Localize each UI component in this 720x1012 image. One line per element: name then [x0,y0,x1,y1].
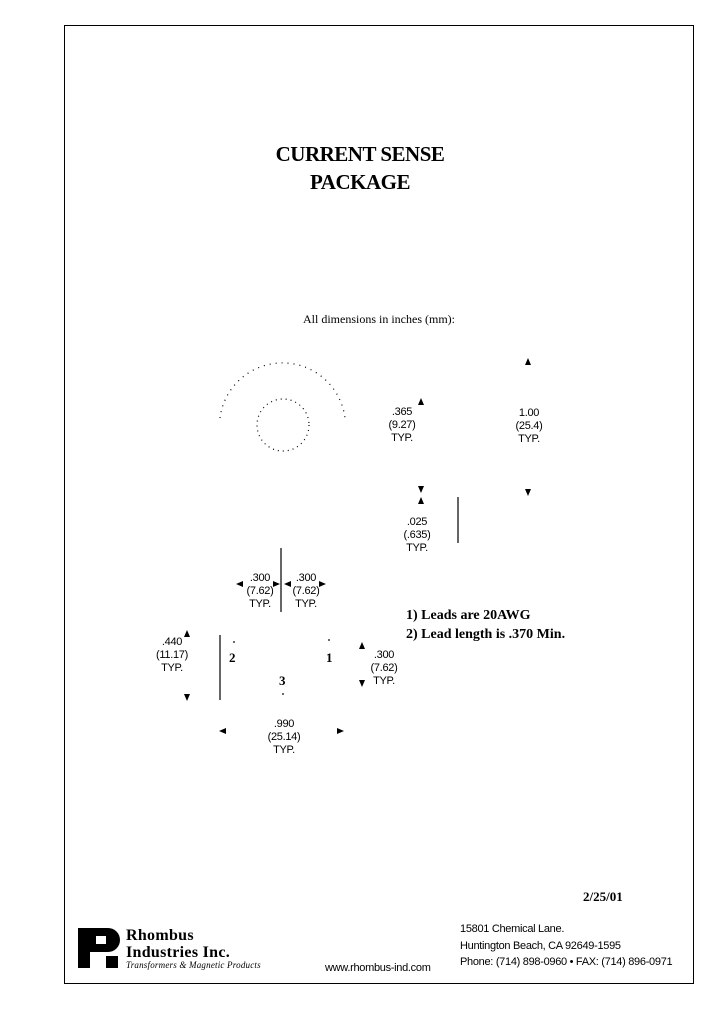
dim-990: .990 (25.14) TYP. [267,718,301,756]
title-line-1: CURRENT SENSE [275,142,445,166]
dim-pitch-right: .300 (7.62) TYP. [292,572,320,610]
pin-2-label: 2 [229,650,236,665]
arrow-right-990 [337,728,344,734]
inner-circle [257,399,309,451]
dim-440: .440 (11.17) TYP. [156,636,188,674]
pin-1-dot [328,639,330,641]
arrow-up-365 [418,398,424,405]
revision-date: 2/25/01 [583,889,623,904]
arrow-left-990 [219,728,226,734]
arrow-up-100 [525,358,531,365]
arrow-down-100 [525,489,531,496]
arrow-up-300 [359,642,365,649]
company-tagline: Transformers & Magnetic Products [126,960,261,970]
contact-line: Phone: (714) 898-0960 • FAX: (714) 896-0971 [460,956,673,968]
arrow-down-440 [184,694,190,701]
dim-025: .025 (.635) TYP. [403,516,431,554]
company-name-line-1: Rhombus [126,927,194,944]
pin-1-label: 1 [326,650,333,665]
website-link[interactable]: www.rhombus-ind.com [325,962,431,974]
dim-100: 1.00 (25.4) TYP. [515,407,543,445]
arrow-up-025 [418,497,424,504]
pin-2-dot [233,641,235,643]
pin-3-label: 3 [279,673,286,688]
dim-pitch-left: .300 (7.62) TYP. [246,572,274,610]
dim-300: .300 (7.62) TYP. [370,649,398,687]
title-line-2: PACKAGE [310,170,410,194]
dimensions-subtitle: All dimensions in inches (mm): [303,312,455,326]
outer-arc [220,363,345,418]
dim-365: .365 (9.27) TYP. [388,406,416,444]
address-line-1: 15801 Chemical Lane. [460,923,565,935]
company-name-line-2: Industries Inc. [126,944,231,961]
address-line-2: Huntington Beach, CA 92649-1595 [460,940,621,952]
note-1: 1) Leads are 20AWG [406,608,531,623]
rhombus-logo-icon [78,928,122,970]
note-2: 2) Lead length is .370 Min. [406,627,566,642]
pin-3-dot [282,693,284,695]
arrow-down-365 [418,486,424,493]
